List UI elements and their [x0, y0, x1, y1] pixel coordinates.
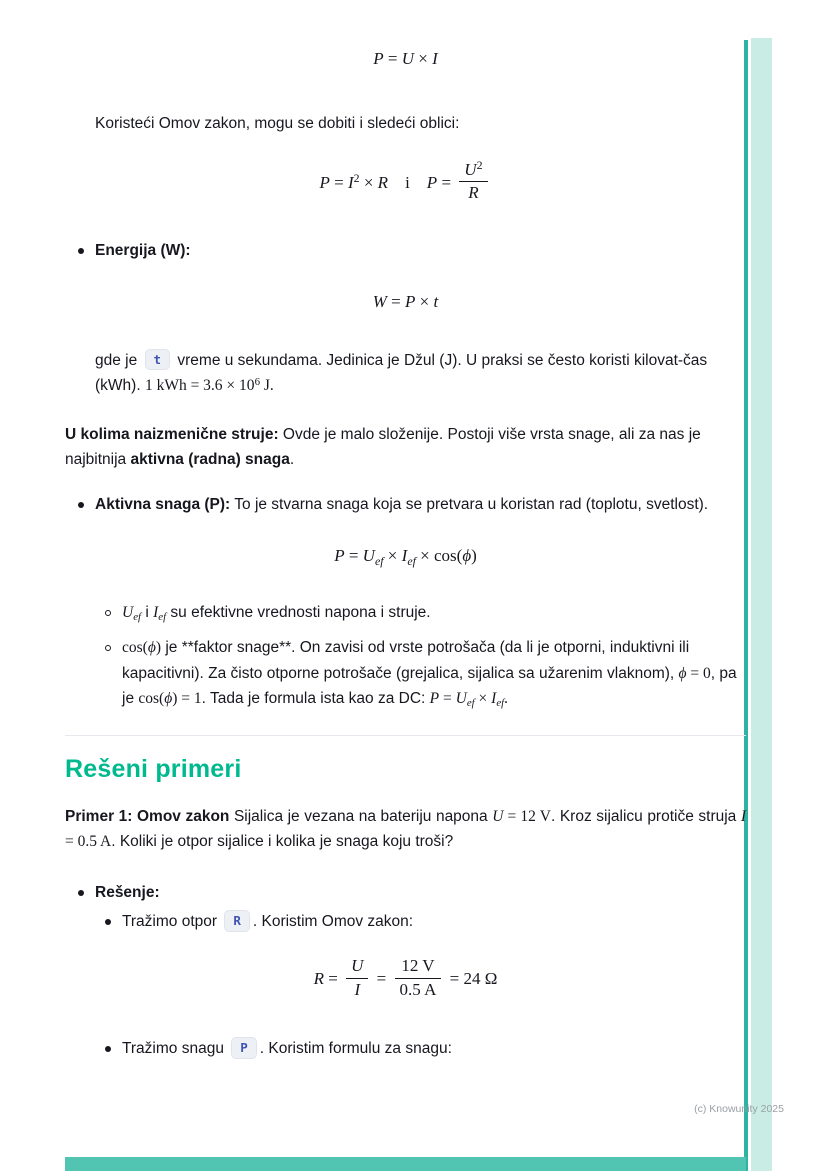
bullet-aktivna-snaga [65, 492, 746, 517]
section-heading-reseni-primeri: Rešeni primeri [65, 754, 242, 783]
paragraph-ac-intro: U kolima naizmenične struje: Ovde je malo složenije. Postoji više vrsta snage, ali za nas je najbitnija aktivna (radna) snaga. [65, 426, 701, 469]
subbullet-uef [65, 600, 746, 625]
bullet-trazimo-otpor [65, 909, 746, 934]
bullet-aktivna-label: Aktivna snaga (P): To je stvarna snaga koja se pretvara u koristan rad (toplotu, svetlost). [95, 496, 709, 514]
bullet-resenje [65, 880, 746, 905]
paragraph-ohm-intro: Koristeći Omov zakon, mogu se dobiti i sledeći oblici: [95, 114, 460, 132]
paragraph-primer1: Primer 1: Omov zakon Sijalica je vezana na bateriju napona U = 12 V. Kroz sijalicu protiče struja I = 0.5 A. Koliki je otpor sijalice i kolika je snaga koju troši? [65, 807, 747, 850]
bullet-icon [78, 890, 84, 896]
circle-bullet-icon [105, 645, 111, 651]
bullet-icon [105, 919, 111, 925]
formula-energy: W = P × t [372, 291, 439, 311]
bullet-trazimo-snagu-text: Tražimo snagu P . Koristim formulu za snagu: [122, 1036, 746, 1061]
page-edge-accent-band [751, 38, 772, 1171]
subbullet-uef-text: Uef i Ief su efektivne vrednosti napona i struje. [122, 604, 431, 624]
formula-power-dc: P = U × I [373, 49, 438, 68]
bullet-trazimo-snagu [65, 1036, 746, 1061]
paragraph-energy-note: gde je t vreme u sekundama. Jedinica je Džul (J). U praksi se često koristi kilovat-čas (kWh). 1 kWh = $3.6 \times 10^6$ J. [95, 348, 746, 398]
formula-active-power: P = Uef × Ief × cos(ϕ) [334, 546, 477, 568]
document-page [65, 0, 746, 1061]
section-divider [65, 735, 746, 736]
bullet-resenje-label: Rešenje: [95, 884, 160, 902]
inline-code-badge: t [145, 349, 171, 371]
bullet-trazimo-otpor-text: Tražimo otpor R . Koristim Omov zakon: [122, 909, 746, 934]
subbullet-cos-phi [65, 635, 746, 710]
copyright-footer: (c) Knowunity 2025 [694, 1103, 784, 1115]
inline-code-badge: P [231, 1037, 257, 1059]
bullet-icon [78, 502, 84, 508]
bullet-energija [65, 238, 746, 263]
bullet-icon [78, 248, 84, 254]
page-bottom-accent-bar [65, 1157, 746, 1171]
formula-power-forms: $P = I^2 \times R$ i P = $\frac{U^2}{R}$ [65, 162, 746, 206]
inline-code-badge: R [224, 910, 250, 932]
bullet-icon [105, 1046, 111, 1052]
formula-resistance-example: R = $\frac{U}{I}$ = $\frac{12 V}{0.5 A}$ = 24 Ω [313, 956, 498, 999]
subbullet-cos-phi-text: cos(ϕ) je **faktor snage**. On zavisi od vrste potrošača (da li je otporni, induktivni ili kapacitivni). Za čisto otporne potrošače (grejalica, sijalica sa užarenim vlaknom), ϕ = 0, pa je cos(ϕ) = 1. Tada je formula ista kao za DC: P = Uef × Ief. [122, 639, 737, 709]
circle-bullet-icon [105, 610, 111, 616]
bullet-energija-label: Energija (W): [95, 241, 191, 259]
